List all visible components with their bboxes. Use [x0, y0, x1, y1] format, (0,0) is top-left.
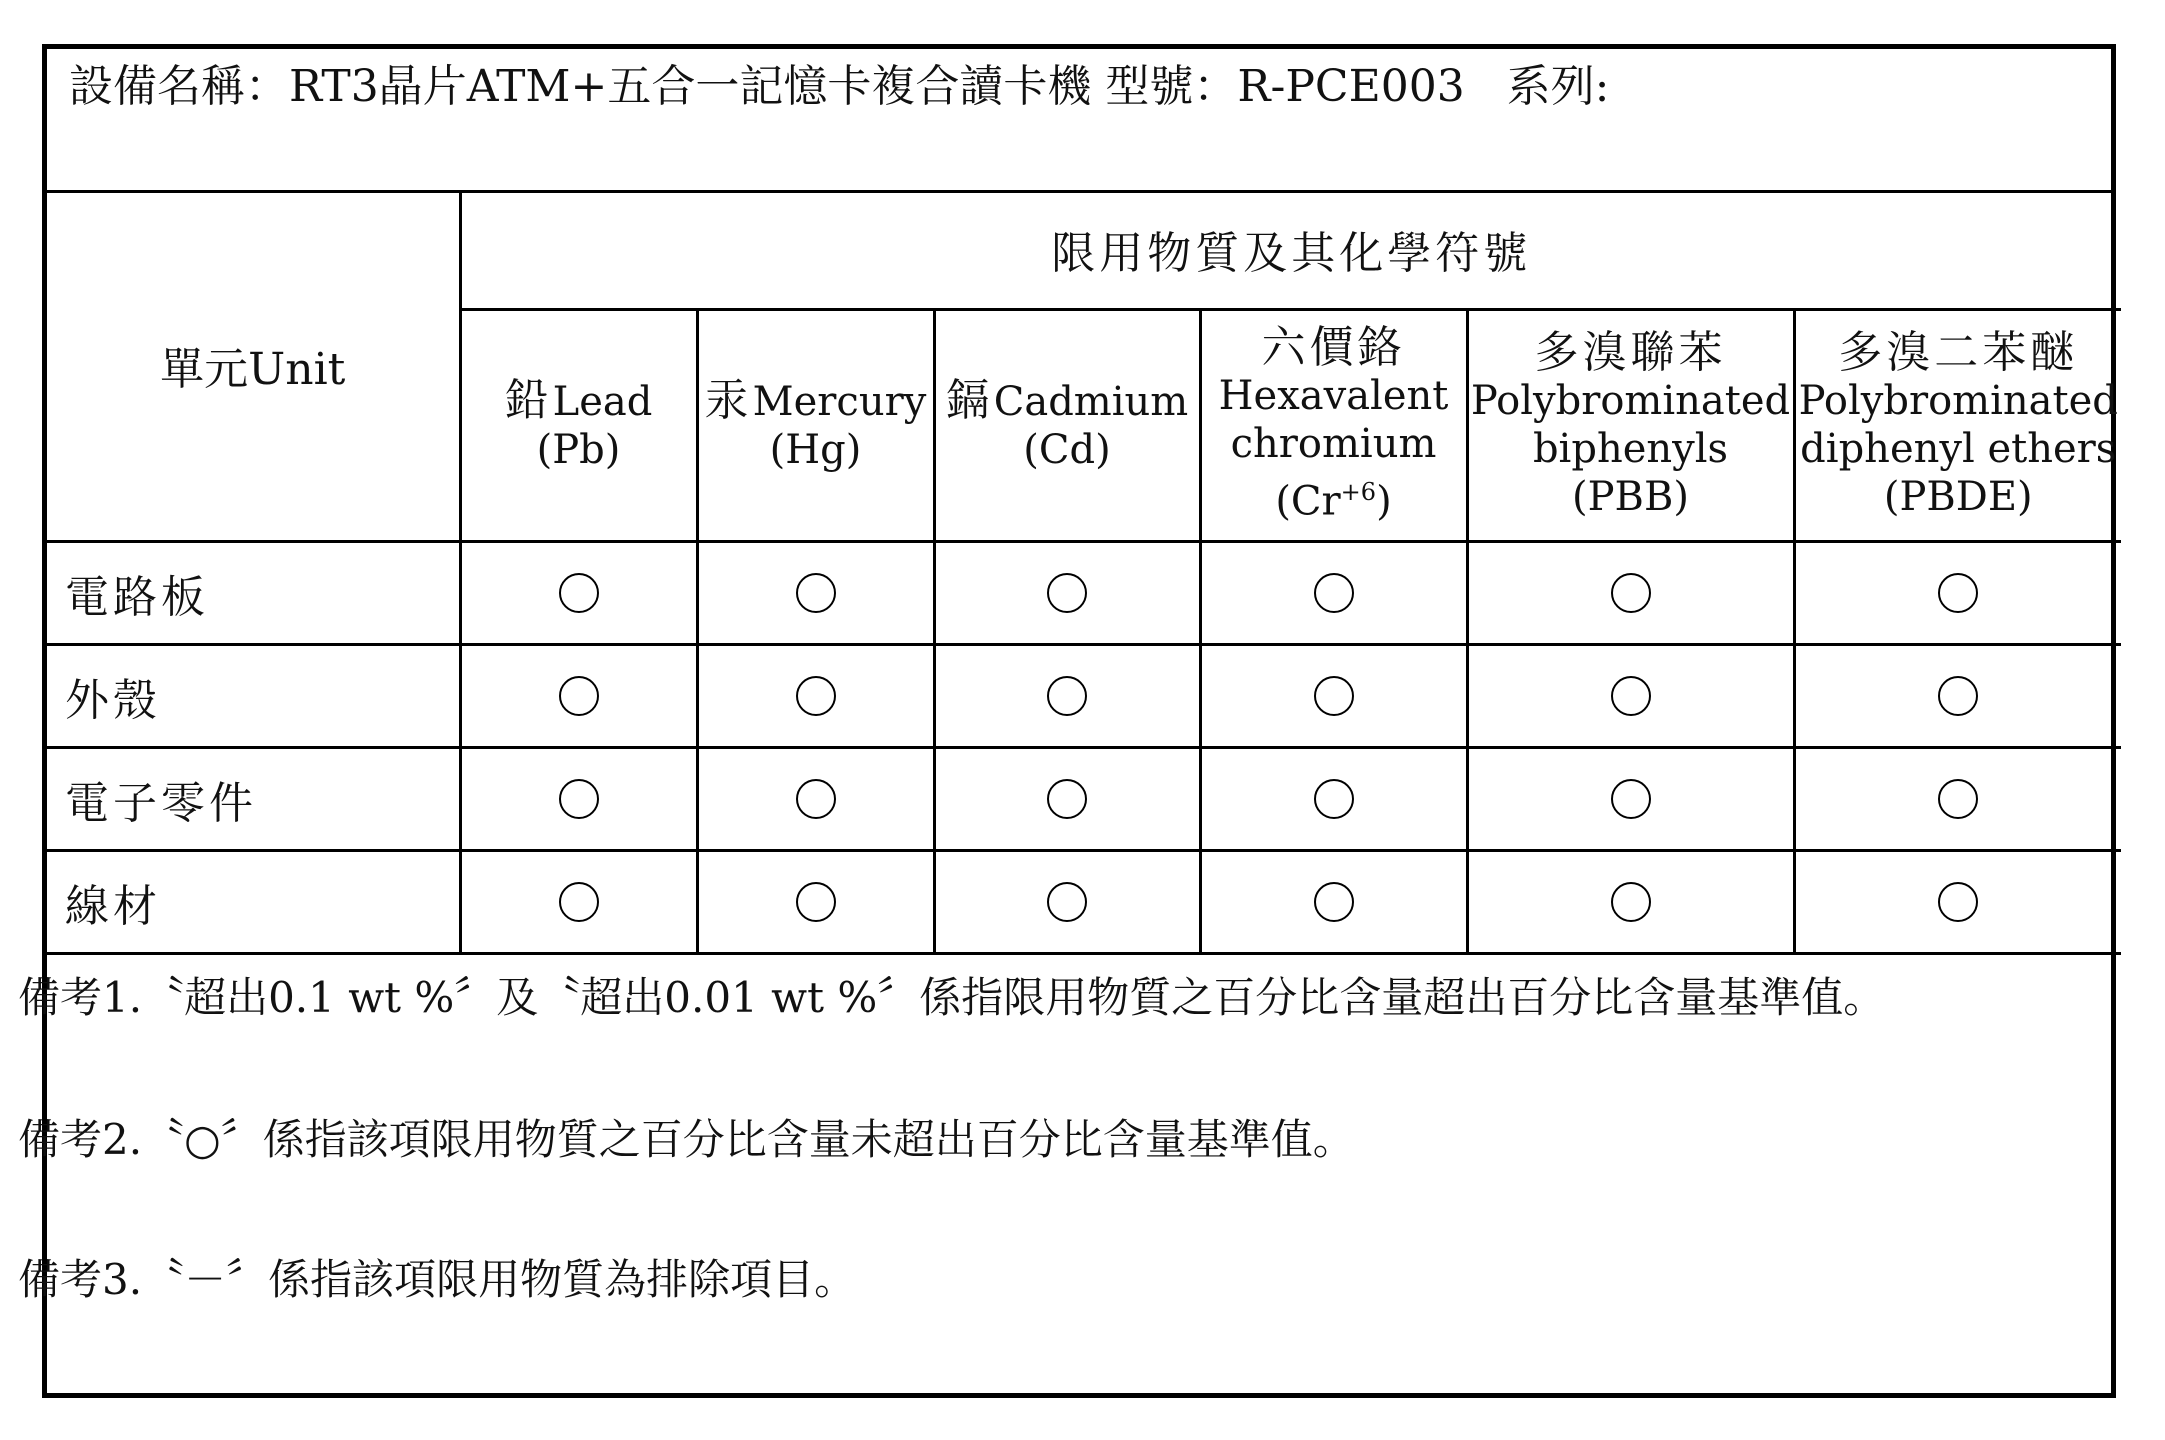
substance-header-cadmium: 鎘Cadmium (Cd) — [934, 309, 1200, 541]
circle-mark — [1611, 882, 1651, 922]
circle-mark — [1314, 779, 1354, 819]
unit-name: 電路板 — [47, 541, 460, 644]
remark-3: 備考3.〝－〞係指該項限用物質為排除項目。 — [18, 1255, 857, 1304]
circle-mark — [1938, 573, 1978, 613]
circle-mark — [1938, 779, 1978, 819]
substance-header-mercury: 汞Mercury (Hg) — [697, 309, 934, 541]
circle-mark — [559, 676, 599, 716]
circle-mark — [1047, 882, 1087, 922]
circle-mark — [559, 573, 599, 613]
substance-header-pbb: 多溴聯苯 Polybrominated biphenyls (PBB) — [1467, 309, 1794, 541]
model-label: 型號：R-PCE003 — [1091, 61, 1465, 112]
circle-mark — [1314, 882, 1354, 922]
circle-mark — [796, 573, 836, 613]
unit-name: 線材 — [47, 850, 460, 953]
circle-mark — [1938, 676, 1978, 716]
circle-mark — [1611, 573, 1651, 613]
circle-mark — [1047, 573, 1087, 613]
circle-mark — [559, 779, 599, 819]
unit-name: 外殼 — [47, 644, 460, 747]
circle-mark — [1314, 676, 1354, 716]
title-line — [47, 49, 2111, 193]
device-name-label: 設備名稱：RT3晶片ATM+五合一記憶卡複合讀卡機 — [69, 61, 1092, 112]
circle-mark — [796, 676, 836, 716]
table-row — [47, 850, 2121, 953]
table-row — [47, 747, 2121, 850]
remark-2: 備考2.〝○〞係指該項限用物質之百分比含量未超出百分比含量基準值。 — [18, 1115, 1355, 1164]
table-row — [47, 644, 2121, 747]
circle-mark — [1047, 779, 1087, 819]
substance-header-pbde: 多溴二苯醚 Polybrominated diphenyl ethers (PBDE) — [1794, 309, 2121, 541]
table-row — [47, 541, 2121, 644]
circle-mark — [1611, 779, 1651, 819]
substance-header-lead: 鉛Lead (Pb) — [460, 309, 697, 541]
series-label: 系列: — [1464, 61, 1610, 112]
restricted-substances-table — [47, 190, 2121, 955]
remark-1: 備考1.〝超出0.1 wt %〞及〝超出0.01 wt %〞係指限用物質之百分比含量超出百分比含量基準值。 — [18, 973, 1886, 1022]
circle-mark — [1047, 676, 1087, 716]
circle-mark — [796, 779, 836, 819]
unit-name: 電子零件 — [47, 747, 460, 850]
circle-mark — [559, 882, 599, 922]
substance-header-hexavalent-chromium: 六價鉻 Hexavalent chromium $(Cr^{+6})$ — [1200, 309, 1467, 541]
circle-mark — [796, 882, 836, 922]
circle-mark — [1938, 882, 1978, 922]
circle-mark — [1314, 573, 1354, 613]
unit-header: 單元Unit — [47, 190, 460, 541]
rohs-declaration-frame — [42, 44, 2116, 1398]
restricted-substances-header: 限用物質及其化學符號 — [460, 190, 2121, 309]
circle-mark — [1611, 676, 1651, 716]
